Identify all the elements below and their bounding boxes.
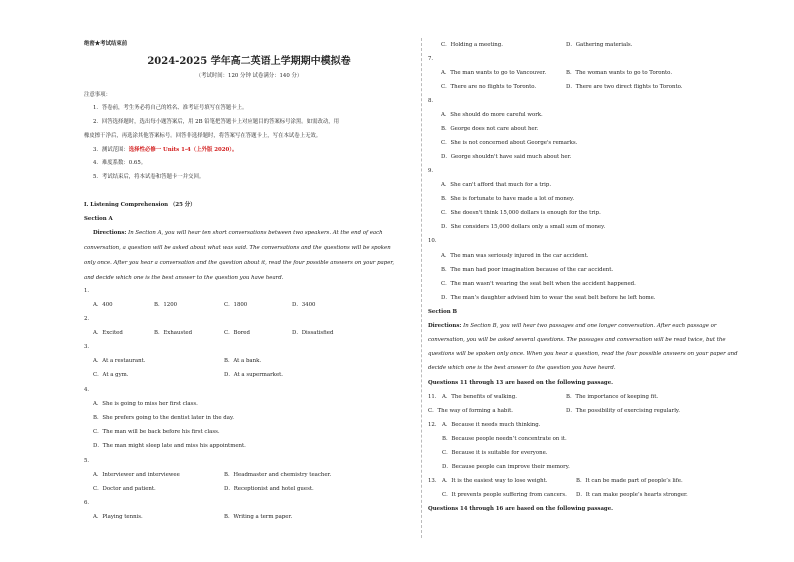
question-number: 4．: [84, 387, 93, 393]
option-c: C．Bored: [224, 330, 250, 336]
option-d: D．Gathering materials.: [566, 42, 633, 48]
option-d: D．Because people can improve their memory.: [442, 464, 570, 470]
option-b: B．The man had poor imagination because of the car accident.: [441, 267, 614, 273]
question-number: 1．: [84, 288, 93, 294]
option-a: A．Playing tennis.: [93, 514, 143, 520]
question-number: 6．: [84, 500, 93, 506]
option-a: A．Excited: [93, 330, 123, 336]
option-a: A．She can't afford that much for a trip.: [441, 182, 552, 188]
option-c: C．Because it is suitable for everyone.: [442, 450, 548, 456]
question-number: 2．: [84, 316, 93, 322]
option-c: C．The man will be back before his first class.: [93, 429, 220, 435]
exam-title: 2024-2025 学年高二英语上学期期中模拟卷: [147, 56, 351, 67]
note-2: 2．回答选择题时，选出每小题答案后，用 2B 铅笔把答题卡上对应题目的答案标号涂黑。如需改动，用: [93, 119, 340, 125]
question-group-heading: Questions 11 through 13 are based on the following passage.: [428, 380, 614, 386]
option-b: B．She prefers going to the dentist later in the day.: [93, 415, 234, 421]
option-b: B．It can be made part of people’s life.: [576, 478, 683, 484]
option-b: B．The importance of keeping fit.: [566, 394, 659, 400]
option-d: D．There are two direct flights to Toronto.: [566, 84, 683, 90]
test-scope: 选择性必修一 Units 1-4（上外版 2020）。: [128, 147, 238, 153]
question-number: 9．: [428, 168, 437, 174]
option-d: D．It can make people’s hearts stronger.: [576, 492, 688, 498]
directions-a-line4: and decide which one is the best answer to the question you have heard.: [84, 275, 284, 281]
option-d: D．She considers 15,000 dollars only a small sum of money.: [441, 224, 606, 230]
option-c: C．The man wasn't wearing the seat belt when the accident happened.: [441, 281, 636, 287]
directions-b-line1: Directions: In Section B, you will hear two passages and one longer conversation. After each passage or: [428, 323, 717, 329]
option-a: A．Interviewer and interviewee: [93, 472, 180, 478]
note-5: 5．考试结束后，将本试卷和答题卡一并交回。: [93, 174, 205, 180]
option-b: B．The woman wants to go to Toronto.: [566, 70, 673, 76]
question-number: 12．: [428, 422, 441, 428]
question-number: 3．: [84, 344, 93, 350]
option-a: A．Because it needs much thinking.: [442, 422, 541, 428]
option-c: C．Doctor and patient.: [93, 486, 156, 492]
option-b: B．1200: [154, 302, 178, 308]
note-2-cont: 橡皮擦干净后，再选涂其他答案标号。回答非选择题时，将答案写在答题卡上，写在本试卷上无效。: [84, 133, 322, 139]
option-c: C．She is not concerned about George's remarks.: [441, 140, 578, 146]
question-number: 11．: [428, 394, 441, 400]
question-number: 7．: [428, 56, 437, 62]
option-d: D．Receptionist and hotel guest.: [224, 486, 314, 492]
option-b: B．Writing a term paper.: [224, 514, 293, 520]
option-d: D．Dissatisfied: [292, 330, 334, 336]
column-divider: [421, 38, 422, 538]
section-a-heading: Section A: [84, 216, 113, 222]
option-c: C．Holding a meeting.: [441, 42, 503, 48]
option-d: D．The possibility of exercising regularly.: [566, 408, 680, 414]
option-c: C．At a gym.: [93, 372, 129, 378]
option-d: D．The man’s daughter advised him to wear the seat belt before he left home.: [441, 295, 656, 301]
option-c: C．There are no flights to Toronto.: [441, 84, 537, 90]
option-a: A．She should do more careful work.: [441, 112, 543, 118]
option-b: B．Exhausted: [154, 330, 193, 336]
option-c: C．1800: [224, 302, 248, 308]
notes-heading: 注意事项：: [84, 92, 111, 98]
question-number: 13．: [428, 478, 441, 484]
option-c: C．She doesn't think 15,000 dollars is enough for the trip.: [441, 210, 601, 216]
note-3: 3．测试范围：选择性必修一 Units 1-4（上外版 2020）。: [93, 147, 238, 153]
section-b-heading: Section B: [428, 309, 458, 315]
option-b: B．George does not care about her.: [441, 126, 539, 132]
secret-label: 绝密★考试结束前: [84, 41, 128, 47]
exam-meta: （考试时间：120 分钟 试卷满分：140 分）: [195, 73, 303, 79]
note-1: 1．答卷前，考生务必将自己的姓名、准考证号填写在答题卡上。: [93, 105, 248, 111]
question-number: 5．: [84, 458, 93, 464]
option-a: A．It is the easiest way to lose weight.: [442, 478, 548, 484]
option-b: B．She is fortunate to have made a lot of money.: [441, 196, 575, 202]
option-a: A．She is going to miss her first class.: [93, 401, 198, 407]
option-a: A．The benefits of walking.: [442, 394, 517, 400]
option-a: A．The man wants to go to Vancouver.: [441, 70, 547, 76]
option-a: A．400: [93, 302, 113, 308]
directions-a-line1: Directions: In Section A, you will hear ten short conversations between two speakers. At the end of each: [93, 230, 383, 236]
directions-a-line3: only once. After you hear a conversation and the question about it, read the four possible answers on your paper,: [84, 260, 395, 266]
option-a: A．The man was seriously injured in the car accident.: [441, 253, 589, 259]
note-4: 4．难度系数：0.65。: [93, 160, 147, 166]
option-d: D．At a supermarket.: [224, 372, 284, 378]
question-group-heading: Questions 14 through 16 are based on the following passage.: [428, 506, 614, 512]
option-d: D．3400: [292, 302, 316, 308]
directions-b-line3: questions will be spoken only once. When you hear a question, read the four possible answers on your paper and: [428, 351, 738, 357]
option-b: B．Headmaster and chemistry teacher.: [224, 472, 332, 478]
question-number: 8．: [428, 98, 437, 104]
option-d: D．George shouldn't have said much about her.: [441, 154, 572, 160]
directions-b-line4: decide which one is the best answer to the question you have heard.: [428, 365, 616, 371]
directions-b-line2: conversation, you will be asked several questions. The passages and conversation will be read twice, but the: [428, 337, 726, 343]
option-c: C．It prevents people suffering from cancers.: [442, 492, 567, 498]
option-a: A．At a restaurant.: [93, 358, 146, 364]
question-number: 10．: [428, 238, 441, 244]
option-b: B．At a bank.: [224, 358, 262, 364]
option-c: C．The way of forming a habit.: [428, 408, 513, 414]
part1-heading: I. Listening Comprehension （25 分）: [84, 202, 196, 208]
option-d: D．The man might sleep late and miss his appointment.: [93, 443, 246, 449]
directions-a-line2: conversation, a question will be asked about what was said. The conversations and the questions will be spoken: [84, 245, 391, 251]
option-b: B．Because people needn’t concentrate on it.: [442, 436, 567, 442]
